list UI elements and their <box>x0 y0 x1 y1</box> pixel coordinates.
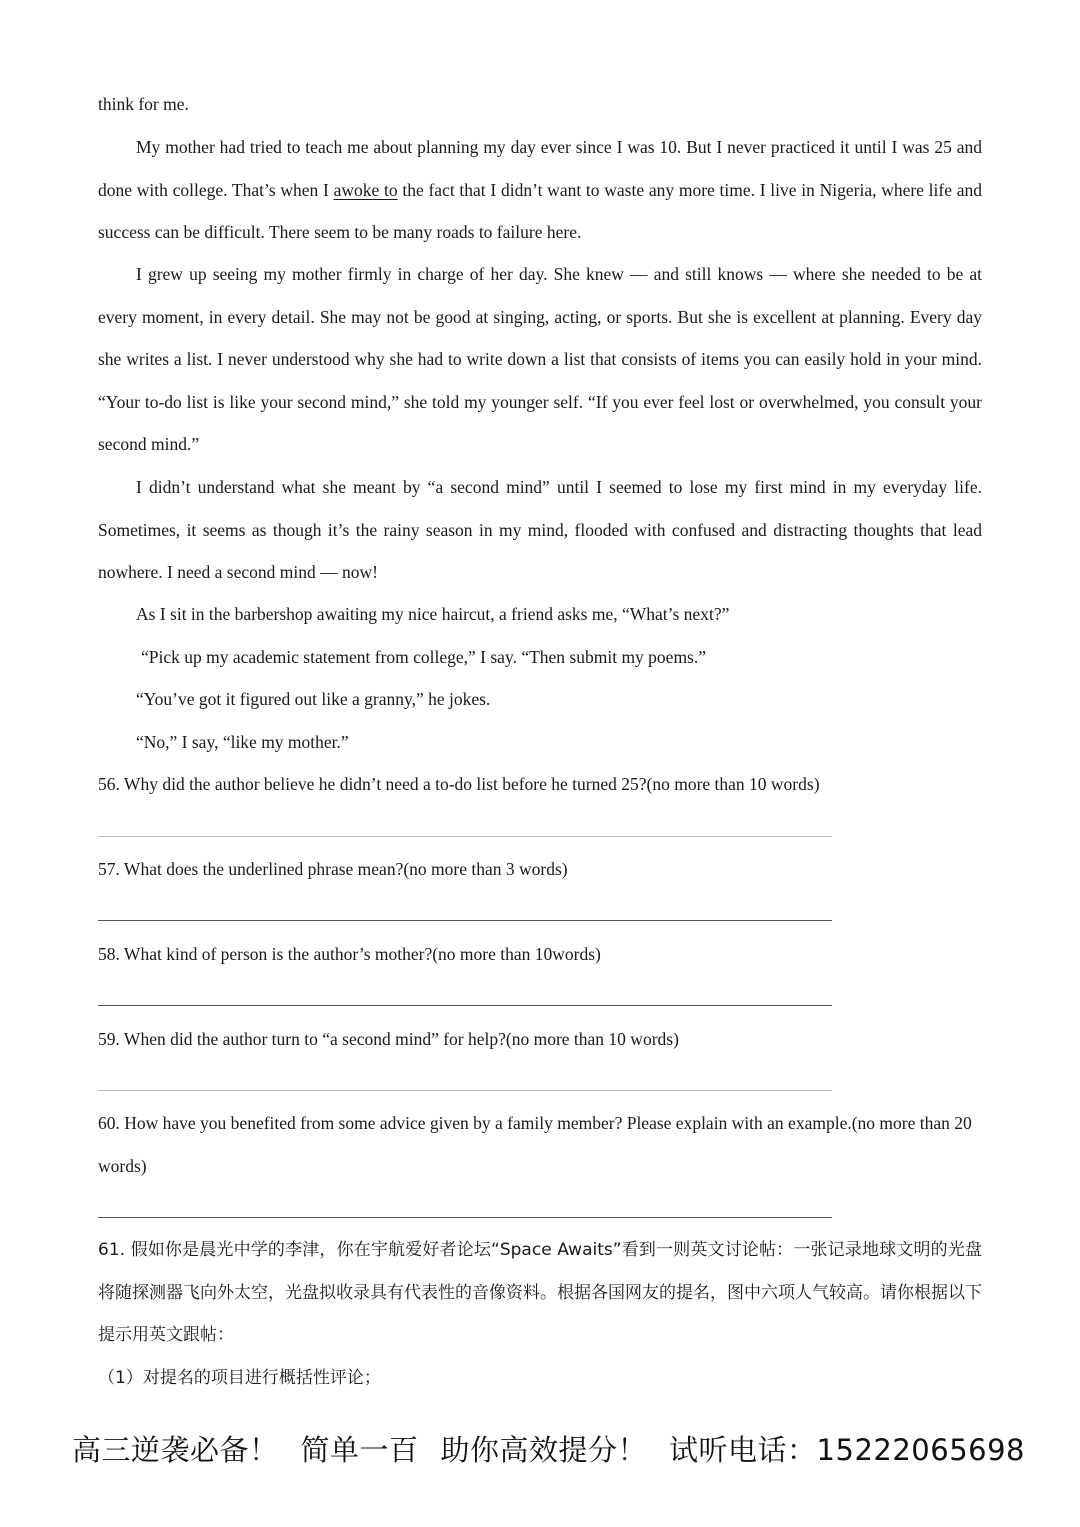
question-58: 58. What kind of person is the author’s mother?(no more than 10words) <box>98 944 601 964</box>
question-57: 57. What does the underlined phrase mean?(no more than 3 words) <box>98 859 568 879</box>
answer-line-59[interactable] <box>98 1090 832 1091</box>
passage-paragraph-3: I didn’t understand what she meant by “a second mind” until I seemed to lose my first mind in my everyday life. Sometimes, it seems as though it’s the rainy season in my mind, flooded with confused and distracting thoughts that lead nowhere. I need a second mind — now! <box>98 477 982 582</box>
dialogue-line-3: “You’ve got it figured out like a granny,” he jokes. <box>136 689 491 709</box>
footer-slogan-3: 助你高效提分！ <box>440 1433 648 1467</box>
answer-line-60[interactable] <box>98 1217 832 1218</box>
answer-line-57[interactable] <box>98 920 832 921</box>
question-56: 56. Why did the author believe he didn’t need a to-do list before he turned 25?(no more than 10 words) <box>98 774 820 794</box>
footer-slogan-1: 高三逆袭必备！ <box>72 1433 279 1467</box>
underlined-phrase: awoke to <box>333 179 398 200</box>
answer-line-58[interactable] <box>98 1005 832 1006</box>
dialogue-line-4: “No,” I say, “like my mother.” <box>136 732 349 752</box>
passage-continuation: think for me. <box>98 94 189 114</box>
paragraph-1-part-b: the fact that I didn’t want to waste any more time. I live in Nigeria, where life and success can be difficult. There seem to be many roads to failure here. <box>98 179 983 242</box>
dialogue-line-2: “Pick up my academic statement from college,” I say. “Then submit my poems.” <box>141 647 707 667</box>
answer-line-56[interactable] <box>98 836 832 837</box>
question-60: 60. How have you benefited from some advice given by a family member? Please explain with an example.(no more than 20 words) <box>98 1113 972 1176</box>
footer-slogan-2: 简单一百 <box>300 1433 419 1467</box>
promo-footer <box>72 1428 1047 1472</box>
passage-paragraph-2: I grew up seeing my mother firmly in charge of her day. She knew — and still knows — where she needed to be at every moment, in every detail. She may not be good at singing, acting, or sports. But she is excellent at planning. Every day she writes a list. I never understood why she had to write down a list that consists of items you can easily hold in your mind. “Your to-do list is like your second mind,” she told my younger self. “If you ever feel lost or overwhelmed, you consult your second mind.” <box>98 264 982 454</box>
passage-paragraph-1 <box>98 126 982 254</box>
paragraph-1-part-a: My mother had tried to teach me about planning my day ever since I was 10. But I never practiced it until I was 25 and done with college. That’s when I <box>98 137 982 200</box>
writing-task-item-1: （1）对提名的项目进行概括性评论； <box>98 1368 381 1388</box>
footer-phone: 试听电话：15222065698 <box>669 1433 1026 1467</box>
dialogue-line-1: As I sit in the barbershop awaiting my nice haircut, a friend asks me, “What’s next?” <box>136 604 730 624</box>
writing-task-61: 61. 假如你是晨光中学的李津，你在宇航爱好者论坛“Space Awaits”看到一则英文讨论帖：一张记录地球文明的光盘将随探测器飞向外太空，光盘拟收录具有代表性的音像资料。根据各国网友的提名，图中六项人气较高。请你根据以下提示用英文跟帖： <box>98 1240 982 1345</box>
question-59: 59. When did the author turn to “a second mind” for help?(no more than 10 words) <box>98 1029 679 1049</box>
